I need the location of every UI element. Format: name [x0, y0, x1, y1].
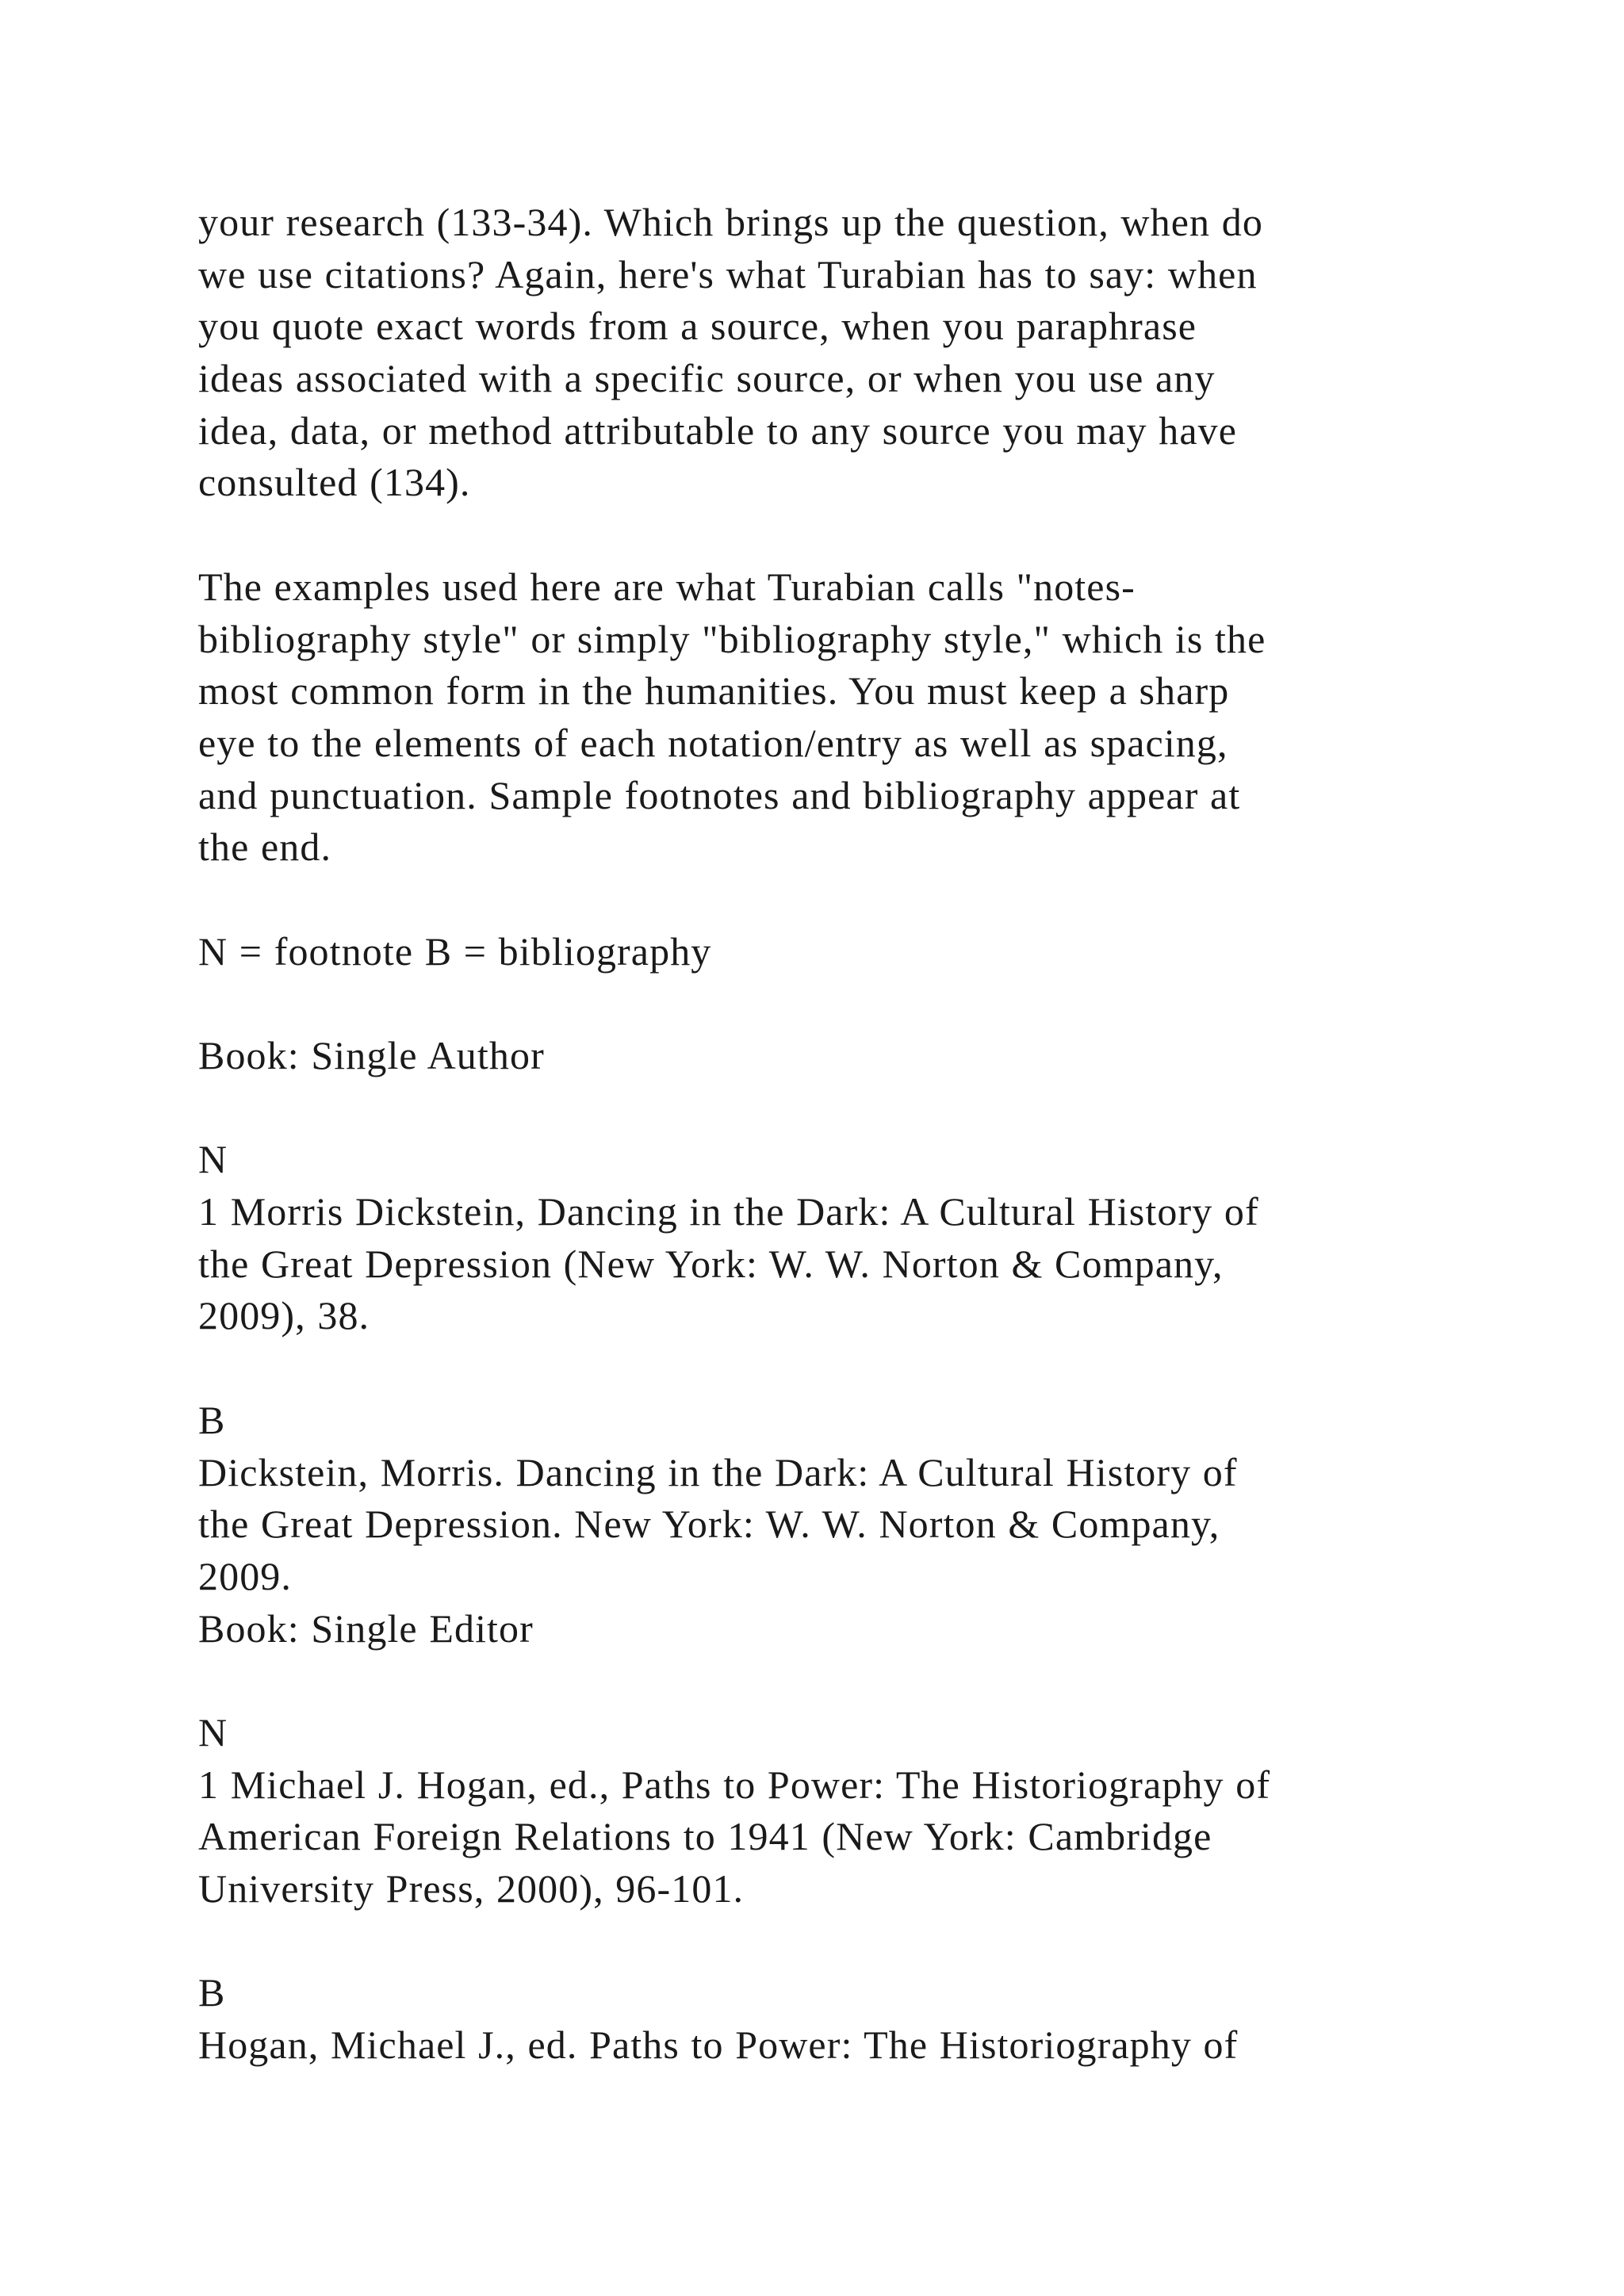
text-line: the end. [198, 825, 332, 870]
text-line: The examples used here are what Turabian calls "notes- [198, 564, 1136, 609]
text-line: idea, data, or method attributable to any source you may have [198, 408, 1238, 453]
entry-type-label: B [198, 1970, 226, 2015]
text-line: consulted (134). [198, 460, 471, 505]
text-line: your research (133-34). Which brings up the question, when do [198, 200, 1263, 244]
text-line: most common form in the humanities. You must keep a sharp [198, 668, 1230, 714]
entry-type-label: B [198, 1397, 226, 1442]
citation-line: American Foreign Relations to 1941 (New York: Cambridge [198, 1814, 1212, 1859]
blank-line [198, 1342, 1507, 1395]
blank-line [198, 874, 1507, 926]
text-line: ideas associated with a specific source, or when you use any [198, 356, 1216, 401]
citation-line: the Great Depression (New York: W. W. Norton & Company, [198, 1241, 1224, 1286]
blank-line [198, 509, 1507, 561]
citation-line: Dickstein, Morris. Dancing in the Dark: A Cultural History of [198, 1449, 1238, 1494]
body-text [198, 197, 1507, 2072]
citation-line: Hogan, Michael J., ed. Paths to Power: The Historiography of [198, 2022, 1239, 2068]
citation-line: 2009), 38. [198, 1293, 370, 1338]
legend-line: N = footnote B = bibliography [198, 928, 712, 974]
citation-line: University Press, 2000), 96-101. [198, 1866, 745, 1911]
citation-line: 2009. [198, 1553, 292, 1598]
text-line: we use citations? Again, here's what Turabian has to say: when [198, 251, 1258, 297]
text-line: eye to the elements of each notation/entry as well as spacing, [198, 720, 1228, 765]
citation-line: 1 Michael J. Hogan, ed., Paths to Power: The Historiography of [198, 1762, 1271, 1807]
entry-type-label: N [198, 1709, 228, 1755]
section-heading: Book: Single Author [198, 1033, 545, 1077]
citation-line: 1 Morris Dickstein, Dancing in the Dark: A Cultural History of [198, 1189, 1259, 1234]
text-line: bibliography style" or simply "bibliography style," which is the [198, 616, 1266, 661]
entry-type-label: N [198, 1137, 228, 1182]
text-line: you quote exact words from a source, when you paraphrase [198, 304, 1197, 349]
blank-line [198, 978, 1507, 1030]
text-line: and punctuation. Sample footnotes and bibliography appear at [198, 772, 1241, 817]
section-heading: Book: Single Editor [198, 1605, 534, 1651]
blank-line [198, 1915, 1507, 1968]
blank-line [198, 1655, 1507, 1707]
blank-line [198, 1082, 1507, 1135]
citation-line: the Great Depression. New York: W. W. Norton & Company, [198, 1502, 1220, 1547]
